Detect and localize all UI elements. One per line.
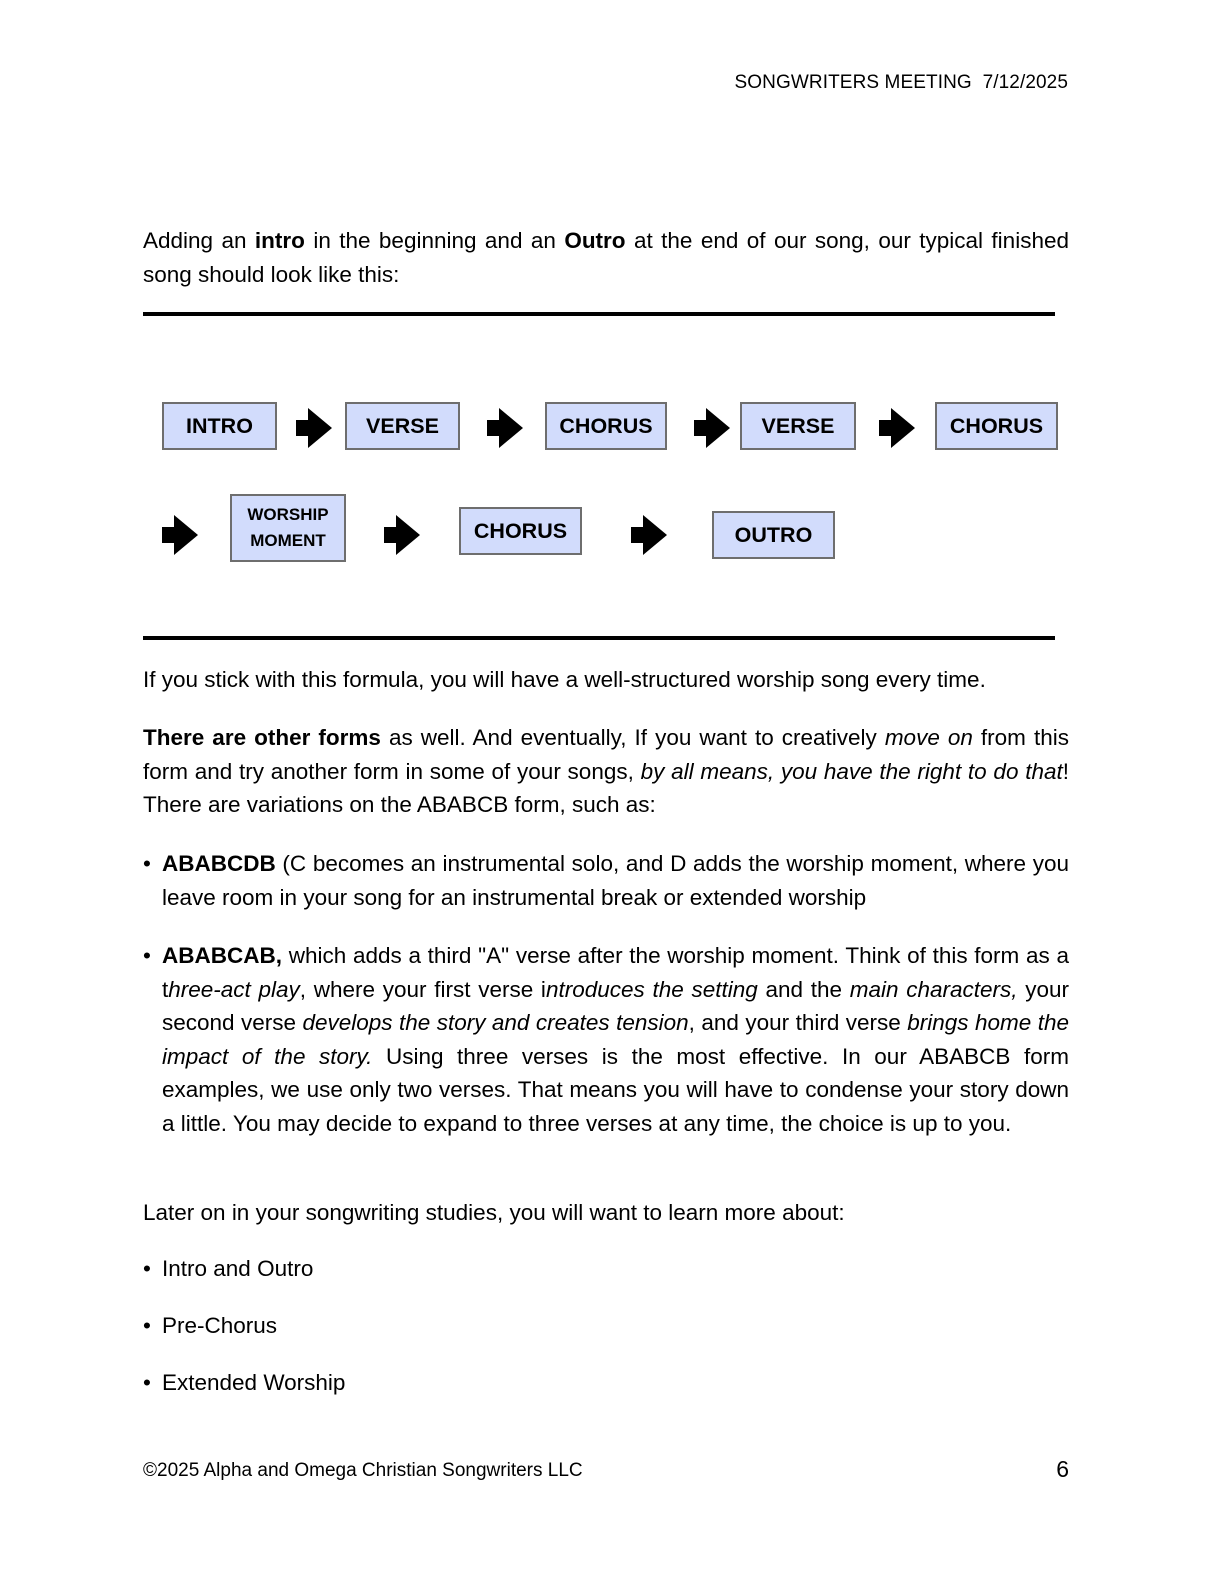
text: which adds a third "A" verse after the worship moment. Think of this form as a t [162,943,1069,1002]
italic-text: move on [884,725,973,750]
later-paragraph: Later on in your songwriting studies, you will want to learn more about: [143,1200,845,1225]
variation-text [162,847,1069,914]
box-label-line-1: WORSHIP [247,505,329,524]
section-box-outro: OUTRO [712,511,835,559]
bold-outro: Outro [564,228,626,253]
italic-text: ntroduces the setting [545,976,758,1002]
list-item [143,1252,1069,1286]
right-arrow-icon [162,515,198,555]
text: Using three verses is the most effective. In our ABABCB form examples, we use only two verses. That means you will have to condense your story down a little. You may decide to expand to three verses at any time, the choice is up to you. [162,1043,1070,1136]
section-box-intro: INTRO [162,402,277,450]
top-divider [143,312,1055,316]
variation-item-ababcdb [143,847,1069,914]
bullet-icon: • [143,1256,151,1281]
text: as well. And eventually, If you want to creatively [380,725,885,750]
section-box-verse-1: VERSE [345,402,460,450]
section-box-chorus-2: CHORUS [935,402,1058,450]
text: , and your third verse [688,1010,908,1035]
list-item [143,1366,1069,1400]
text: and the [757,976,850,1002]
intro-paragraph [143,224,1069,291]
list-item-label: Pre-Chorus [162,1313,278,1338]
text: in the beginning and an [304,228,565,253]
page-number: 6 [1056,1456,1069,1482]
italic-text: develops the story and creates tension [302,1010,689,1035]
bold-text: There are other forms [143,725,381,750]
bullet-icon: • [143,1370,151,1395]
box-label-line-2: MOMENT [250,531,326,550]
italic-text: hree-act play [168,976,300,1002]
right-arrow-icon [384,515,420,555]
list-item-label: Intro and Outro [162,1256,314,1281]
other-forms-paragraph [143,721,1069,822]
section-box-chorus-3: CHORUS [459,507,582,555]
section-box-verse-2: VERSE [740,402,856,450]
right-arrow-icon [487,408,523,448]
formula-paragraph: If you stick with this formula, you will have a well-structured worship song every time. [143,667,986,692]
text: (C becomes an instrumental solo, and D adds the worship moment, where you leave room in your song for an instrumental break or extended worship [162,851,1069,910]
footer-copyright: ©2025 Alpha and Omega Christian Songwriters LLC [143,1460,583,1481]
right-arrow-icon [631,515,667,555]
variation-text [162,939,1069,1140]
right-arrow-icon [694,408,730,448]
list-item-label: Extended Worship [162,1370,346,1395]
variation-item-ababcab [143,939,1069,1140]
bold-text: ABABCAB, [162,943,282,968]
bold-text: ABABCDB [162,851,276,876]
italic-text: main characters, [849,976,1018,1002]
bottom-divider [143,636,1055,640]
right-arrow-icon [296,408,332,448]
section-box-chorus-1: CHORUS [545,402,667,450]
list-item [143,1309,1069,1343]
text: from this form and try another form in some of your songs, [143,725,1069,784]
section-box-worship-moment [230,494,346,562]
text: ! There are variations on the ABABCB form, such as: [143,758,1069,817]
bullet-icon: • [143,851,151,876]
italic-text: by all means, you have the right to do that [640,758,1063,784]
italic-text: brings home the impact of the story. [162,1010,1069,1069]
text: , where your first verse i [299,976,546,1002]
bullet-icon: • [143,943,151,968]
text: Adding an [143,228,255,253]
bullet-icon: • [143,1313,151,1338]
bold-intro: intro [254,228,305,253]
text: your second verse [162,976,1069,1035]
right-arrow-icon [879,408,915,448]
text: at the end of our song, our typical finished song should look like this: [143,228,1069,287]
page-header: SONGWRITERS MEETING 7/12/2025 [734,72,1068,93]
